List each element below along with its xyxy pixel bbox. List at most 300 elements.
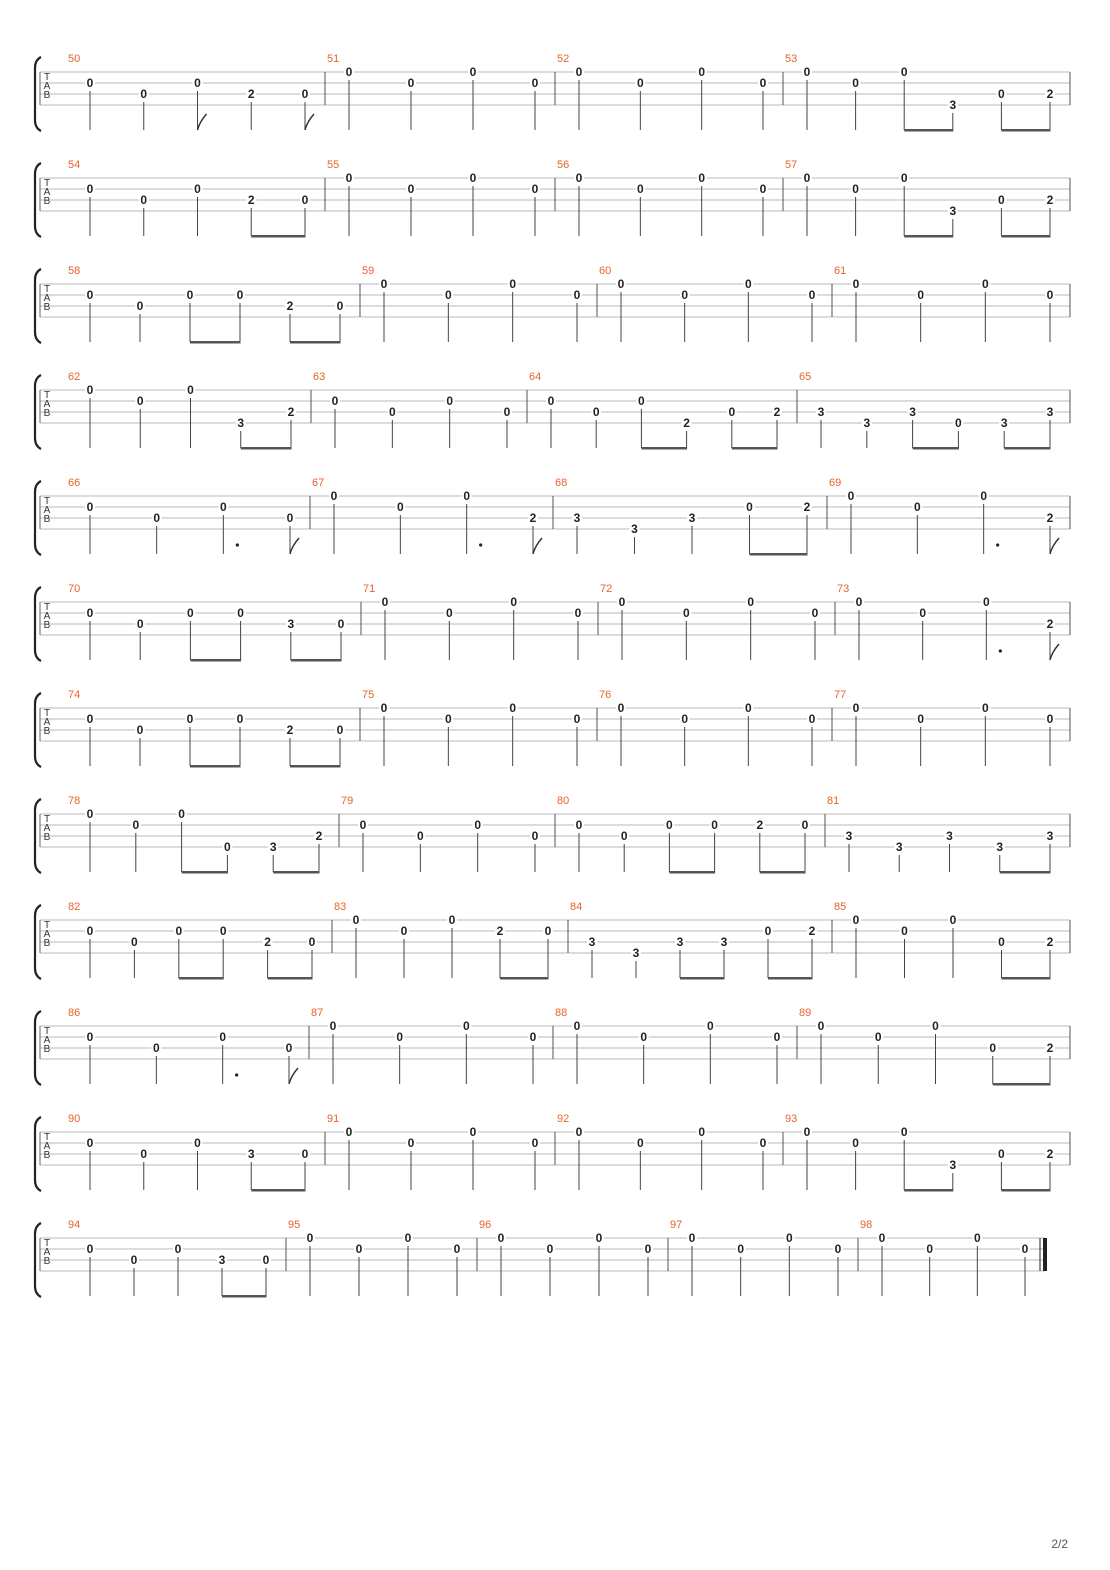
- fret-number: 0: [236, 288, 244, 302]
- fret-number: 0: [497, 1231, 505, 1245]
- measure-number: 80: [557, 795, 570, 807]
- fret-number: 0: [644, 1242, 652, 1256]
- beam: [732, 447, 778, 450]
- fret-number: 0: [175, 924, 183, 938]
- fret-number: 2: [286, 299, 294, 313]
- fret-number: 0: [445, 606, 453, 620]
- fret-number: 0: [352, 913, 360, 927]
- fret-number: 3: [845, 829, 853, 843]
- tab-clef-letter: T: [43, 708, 51, 719]
- measure: [312, 477, 542, 554]
- fret-number: 0: [803, 65, 811, 79]
- fret-number: 0: [817, 1019, 825, 1033]
- beam: [251, 235, 305, 238]
- fret-number: 0: [336, 723, 344, 737]
- measure: [834, 689, 1055, 766]
- fret-number: 3: [909, 405, 916, 419]
- fret-number: 0: [620, 829, 628, 843]
- fret-number: 3: [949, 98, 957, 112]
- tab-clef-letter: A: [43, 1141, 51, 1152]
- fret-number: 0: [811, 606, 819, 620]
- fret-number: 0: [575, 65, 583, 79]
- measure-number: 96: [479, 1219, 492, 1231]
- fret-number: 0: [130, 1253, 138, 1267]
- measure: [362, 265, 582, 342]
- measure-number: 78: [68, 795, 81, 807]
- measure: [860, 1219, 1030, 1296]
- fret-number: 0: [900, 171, 908, 185]
- fret-number: 2: [756, 818, 764, 832]
- tab-clef-letter: B: [43, 620, 51, 631]
- fret-number: 0: [949, 913, 957, 927]
- beam: [179, 977, 224, 980]
- fret-number: 3: [1046, 405, 1054, 419]
- tab-clef-letter: B: [43, 196, 51, 207]
- fret-number: 0: [638, 394, 645, 408]
- fret-number: 0: [187, 383, 194, 397]
- fret-number: 0: [759, 1136, 767, 1150]
- fret-number: 0: [636, 182, 644, 196]
- fret-number: 0: [855, 595, 863, 609]
- tab-system: [35, 1007, 1070, 1086]
- tab-clef-letter: A: [43, 929, 51, 940]
- tab-clef-letter: B: [43, 514, 51, 525]
- measure: [599, 689, 817, 766]
- fret-number: 0: [531, 829, 539, 843]
- eighth-flag: [1050, 644, 1059, 660]
- fret-number: 3: [949, 1158, 957, 1172]
- measure-number: 87: [311, 1007, 324, 1019]
- fret-number: 0: [980, 489, 988, 503]
- fret-number: 2: [1046, 511, 1054, 525]
- fret-number: 0: [140, 87, 148, 101]
- fret-number: 3: [688, 511, 696, 525]
- measure: [334, 901, 553, 980]
- fret-number: 0: [573, 712, 581, 726]
- eighth-flag: [198, 114, 207, 130]
- fret-number: 0: [301, 1147, 309, 1161]
- fret-number: 0: [529, 1030, 537, 1044]
- beam: [1001, 129, 1050, 132]
- measure-number: 86: [68, 1007, 81, 1019]
- tab-clef-letter: B: [43, 1150, 51, 1161]
- measure-number: 82: [68, 901, 81, 913]
- tab-clef-letter: B: [43, 1044, 51, 1055]
- measure: [327, 53, 540, 130]
- fret-number: 0: [737, 1242, 745, 1256]
- measure: [785, 1113, 1055, 1192]
- measure-number: 93: [785, 1113, 798, 1125]
- fret-number: 2: [247, 193, 255, 207]
- measure-number: 75: [362, 689, 375, 701]
- fret-number: 0: [764, 924, 772, 938]
- fret-number: 3: [720, 935, 728, 949]
- fret-number: 0: [194, 182, 201, 196]
- fret-number: 3: [573, 511, 581, 525]
- fret-number: 0: [808, 712, 816, 726]
- measure: [327, 159, 540, 236]
- tab-system: [35, 583, 1070, 662]
- fret-number: 0: [462, 1019, 470, 1033]
- fret-number: 0: [926, 1242, 934, 1256]
- measure-number: 58: [68, 265, 81, 277]
- fret-number: 0: [744, 701, 752, 715]
- fret-number: 0: [681, 288, 689, 302]
- fret-number: 0: [852, 277, 860, 291]
- tab-clef-letter: T: [43, 1026, 51, 1037]
- fret-number: 0: [636, 76, 644, 90]
- fret-number: 0: [998, 193, 1005, 207]
- fret-number: 0: [469, 1125, 477, 1139]
- fret-number: 0: [852, 913, 860, 927]
- fret-number: 0: [404, 1231, 412, 1245]
- measure-number: 57: [785, 159, 798, 171]
- fret-number: 0: [531, 76, 539, 90]
- fret-number: 3: [631, 522, 638, 536]
- fret-number: 0: [981, 277, 989, 291]
- fret-number: 0: [86, 1136, 94, 1150]
- tab-clef-letter: T: [43, 1238, 51, 1249]
- fret-number: 0: [803, 1125, 811, 1139]
- tab-clef-letter: B: [43, 938, 51, 949]
- fret-number: 0: [852, 1136, 859, 1150]
- fret-number: 0: [301, 193, 309, 207]
- fret-number: 0: [444, 712, 452, 726]
- fret-number: 0: [573, 1019, 581, 1033]
- fret-number: 0: [617, 701, 625, 715]
- measure-number: 66: [68, 477, 81, 489]
- measure: [829, 477, 1059, 554]
- measure-number: 53: [785, 53, 798, 65]
- measure-number: 61: [834, 265, 847, 277]
- fret-number: 0: [573, 288, 581, 302]
- tab-clef-letter: B: [43, 1256, 51, 1267]
- fret-number: 3: [946, 829, 953, 843]
- fret-number: 0: [544, 924, 552, 938]
- fret-number: 0: [194, 1136, 201, 1150]
- fret-number: 0: [330, 489, 338, 503]
- fret-number: 0: [973, 1231, 981, 1245]
- measure: [68, 1007, 298, 1084]
- measure: [557, 159, 768, 236]
- measure: [837, 583, 1059, 660]
- fret-number: 0: [852, 182, 859, 196]
- eighth-flag: [1050, 538, 1059, 554]
- fret-number: 0: [574, 606, 582, 620]
- measure: [799, 1007, 1055, 1086]
- fret-number: 0: [86, 807, 94, 821]
- fret-number: 0: [337, 617, 345, 631]
- beam: [904, 1189, 953, 1192]
- fret-number: 2: [264, 935, 271, 949]
- fret-number: 0: [286, 511, 294, 525]
- beam: [182, 871, 228, 874]
- beam: [222, 1295, 267, 1298]
- fret-number: 0: [698, 65, 706, 79]
- measure: [68, 1219, 271, 1298]
- tab-clef-letter: B: [43, 90, 51, 101]
- eighth-flag: [289, 1068, 298, 1084]
- measure-number: 59: [362, 265, 375, 277]
- eighth-flag: [305, 114, 314, 130]
- fret-number: 0: [698, 1125, 706, 1139]
- tab-clef-letter: T: [43, 496, 51, 507]
- fret-number: 2: [773, 405, 781, 419]
- measure: [785, 53, 1055, 132]
- fret-number: 2: [1046, 617, 1054, 631]
- fret-number: 0: [932, 1019, 939, 1033]
- fret-number: 3: [863, 416, 871, 430]
- beam: [500, 977, 549, 980]
- beam: [290, 341, 341, 344]
- measure-number: 54: [68, 159, 81, 171]
- fret-number: 2: [1046, 1147, 1054, 1161]
- measure: [311, 1007, 538, 1084]
- measure-number: 67: [312, 477, 325, 489]
- measure-number: 71: [363, 583, 376, 595]
- beam: [268, 977, 313, 980]
- fret-number: 0: [847, 489, 855, 503]
- measure: [834, 265, 1055, 342]
- rhythm-dot: [996, 543, 999, 546]
- fret-number: 0: [396, 1030, 404, 1044]
- measure: [327, 1113, 540, 1190]
- fret-number: 0: [446, 394, 454, 408]
- beam: [904, 129, 953, 132]
- fret-number: 0: [1046, 712, 1054, 726]
- tab-system: [35, 1113, 1070, 1192]
- measure-number: 98: [860, 1219, 873, 1231]
- rhythm-dot: [999, 649, 1002, 652]
- fret-number: 0: [359, 818, 367, 832]
- fret-number: 0: [510, 595, 518, 609]
- fret-number: 2: [287, 405, 295, 419]
- fret-number: 0: [913, 500, 921, 514]
- measure-number: 73: [837, 583, 850, 595]
- tab-system: [35, 477, 1070, 556]
- fret-number: 0: [681, 712, 689, 726]
- measure-number: 70: [68, 583, 81, 595]
- fret-number: 0: [878, 1231, 886, 1245]
- fret-number: 2: [315, 829, 323, 843]
- tab-system: [35, 265, 1070, 344]
- fret-number: 0: [380, 701, 388, 715]
- measure: [68, 477, 299, 554]
- measure: [479, 1219, 653, 1296]
- tab-clef-letter: A: [43, 717, 51, 728]
- beam: [1001, 1189, 1050, 1192]
- fret-number: 0: [698, 171, 706, 185]
- fret-number: 0: [152, 1041, 160, 1055]
- fret-number: 0: [900, 65, 908, 79]
- fret-number: 0: [132, 818, 140, 832]
- fret-number: 0: [744, 277, 752, 291]
- tab-system: [35, 159, 1070, 238]
- fret-number: 0: [407, 182, 415, 196]
- fret-number: 0: [618, 595, 626, 609]
- beam: [1002, 977, 1051, 980]
- fret-number: 2: [683, 416, 690, 430]
- fret-number: 0: [759, 182, 767, 196]
- final-barline: [1043, 1238, 1047, 1271]
- measure: [600, 583, 820, 660]
- measure-number: 81: [827, 795, 840, 807]
- rhythm-dot: [479, 543, 482, 546]
- tab-clef-letter: A: [43, 505, 51, 516]
- fret-number: 2: [1046, 193, 1054, 207]
- measure-number: 97: [670, 1219, 683, 1231]
- beam: [190, 659, 241, 662]
- measure-number: 63: [313, 371, 326, 383]
- eighth-flag: [290, 538, 299, 554]
- fret-number: 0: [834, 1242, 842, 1256]
- fret-number: 0: [728, 405, 736, 419]
- beam: [273, 871, 319, 874]
- measure-number: 83: [334, 901, 347, 913]
- measure: [834, 901, 1055, 980]
- measure-number: 50: [68, 53, 81, 65]
- beam: [641, 447, 687, 450]
- fret-number: 0: [285, 1041, 293, 1055]
- fret-number: 0: [345, 65, 353, 79]
- fret-number: 0: [219, 500, 227, 514]
- tab-system: [35, 689, 1070, 768]
- fret-number: 3: [996, 840, 1004, 854]
- fret-number: 0: [531, 182, 539, 196]
- fret-number: 0: [509, 277, 517, 291]
- fret-number: 2: [808, 924, 816, 938]
- fret-number: 0: [773, 1030, 781, 1044]
- fret-number: 0: [86, 1030, 94, 1044]
- fret-number: 0: [747, 595, 755, 609]
- fret-number: 0: [388, 405, 396, 419]
- fret-number: 0: [711, 818, 718, 832]
- measure-number: 85: [834, 901, 847, 913]
- fret-number: 0: [396, 500, 404, 514]
- fret-number: 0: [666, 818, 673, 832]
- fret-number: 0: [224, 840, 231, 854]
- fret-number: 0: [186, 288, 194, 302]
- fret-number: 0: [381, 595, 389, 609]
- tab-system: [35, 901, 1070, 980]
- fret-number: 0: [640, 1030, 648, 1044]
- fret-number: 0: [1021, 1242, 1029, 1256]
- tab-system: [35, 53, 1070, 132]
- measure-number: 74: [68, 689, 81, 701]
- fret-number: 3: [1000, 416, 1008, 430]
- measure: [68, 53, 314, 130]
- measure-number: 60: [599, 265, 612, 277]
- tab-clef-letter: T: [43, 920, 51, 931]
- fret-number: 0: [416, 829, 424, 843]
- fret-number: 3: [632, 946, 640, 960]
- fret-number: 0: [746, 500, 753, 514]
- fret-number: 0: [982, 595, 990, 609]
- beam: [669, 871, 715, 874]
- fret-number: 0: [503, 405, 511, 419]
- fret-number: 3: [1046, 829, 1054, 843]
- fret-number: 0: [219, 924, 227, 938]
- fret-number: 0: [219, 1030, 227, 1044]
- fret-number: 0: [509, 701, 517, 715]
- fret-number: 3: [237, 416, 245, 430]
- fret-number: 0: [453, 1242, 461, 1256]
- fret-number: 2: [496, 924, 504, 938]
- tab-clef-letter: A: [43, 81, 51, 92]
- fret-number: 0: [136, 394, 144, 408]
- measure: [557, 1113, 768, 1190]
- beam: [291, 659, 342, 662]
- fret-number: 3: [817, 405, 825, 419]
- measure: [555, 1007, 782, 1084]
- measure: [599, 265, 817, 342]
- beam: [913, 447, 959, 450]
- measure-number: 55: [327, 159, 340, 171]
- fret-number: 0: [301, 87, 309, 101]
- measure-number: 69: [829, 477, 842, 489]
- tab-clef-letter: A: [43, 611, 51, 622]
- measure-number: 79: [341, 795, 354, 807]
- fret-number: 0: [153, 511, 161, 525]
- fret-number: 0: [595, 1231, 603, 1245]
- measure-number: 72: [600, 583, 613, 595]
- fret-number: 2: [529, 511, 537, 525]
- fret-number: 0: [955, 416, 962, 430]
- beam: [760, 871, 806, 874]
- fret-number: 0: [852, 701, 860, 715]
- measure: [670, 1219, 843, 1296]
- measure: [68, 689, 345, 768]
- measure-number: 89: [799, 1007, 812, 1019]
- fret-number: 0: [469, 65, 477, 79]
- beam: [190, 765, 241, 768]
- tab-clef-letter: T: [43, 602, 51, 613]
- fret-number: 2: [286, 723, 294, 737]
- fret-number: 2: [1046, 935, 1054, 949]
- beam: [251, 1189, 305, 1192]
- fret-number: 0: [400, 924, 408, 938]
- tab-system: [35, 795, 1070, 874]
- beam: [904, 235, 953, 238]
- fret-number: 0: [592, 405, 600, 419]
- fret-number: 0: [785, 1231, 793, 1245]
- tab-clef-letter: B: [43, 832, 51, 843]
- fret-number: 0: [187, 606, 194, 620]
- measure-number: 68: [555, 477, 568, 489]
- fret-number: 0: [575, 818, 583, 832]
- measure: [827, 795, 1055, 874]
- measure: [570, 901, 817, 980]
- fret-number: 0: [86, 182, 94, 196]
- tab-clef-letter: T: [43, 1132, 51, 1143]
- fret-number: 0: [308, 935, 316, 949]
- fret-number: 0: [86, 383, 94, 397]
- tab-clef-letter: B: [43, 726, 51, 737]
- fret-number: 2: [1046, 1041, 1054, 1055]
- page-number: 2/2: [1051, 1537, 1068, 1551]
- fret-number: 0: [237, 606, 244, 620]
- eighth-flag: [533, 538, 542, 554]
- measure-number: 76: [599, 689, 612, 701]
- measure: [555, 477, 812, 556]
- fret-number: 0: [547, 394, 555, 408]
- fret-number: 0: [131, 935, 138, 949]
- measure-number: 64: [529, 371, 542, 383]
- fret-number: 0: [469, 171, 477, 185]
- measure-number: 51: [327, 53, 340, 65]
- fret-number: 0: [86, 924, 94, 938]
- measure: [68, 795, 324, 874]
